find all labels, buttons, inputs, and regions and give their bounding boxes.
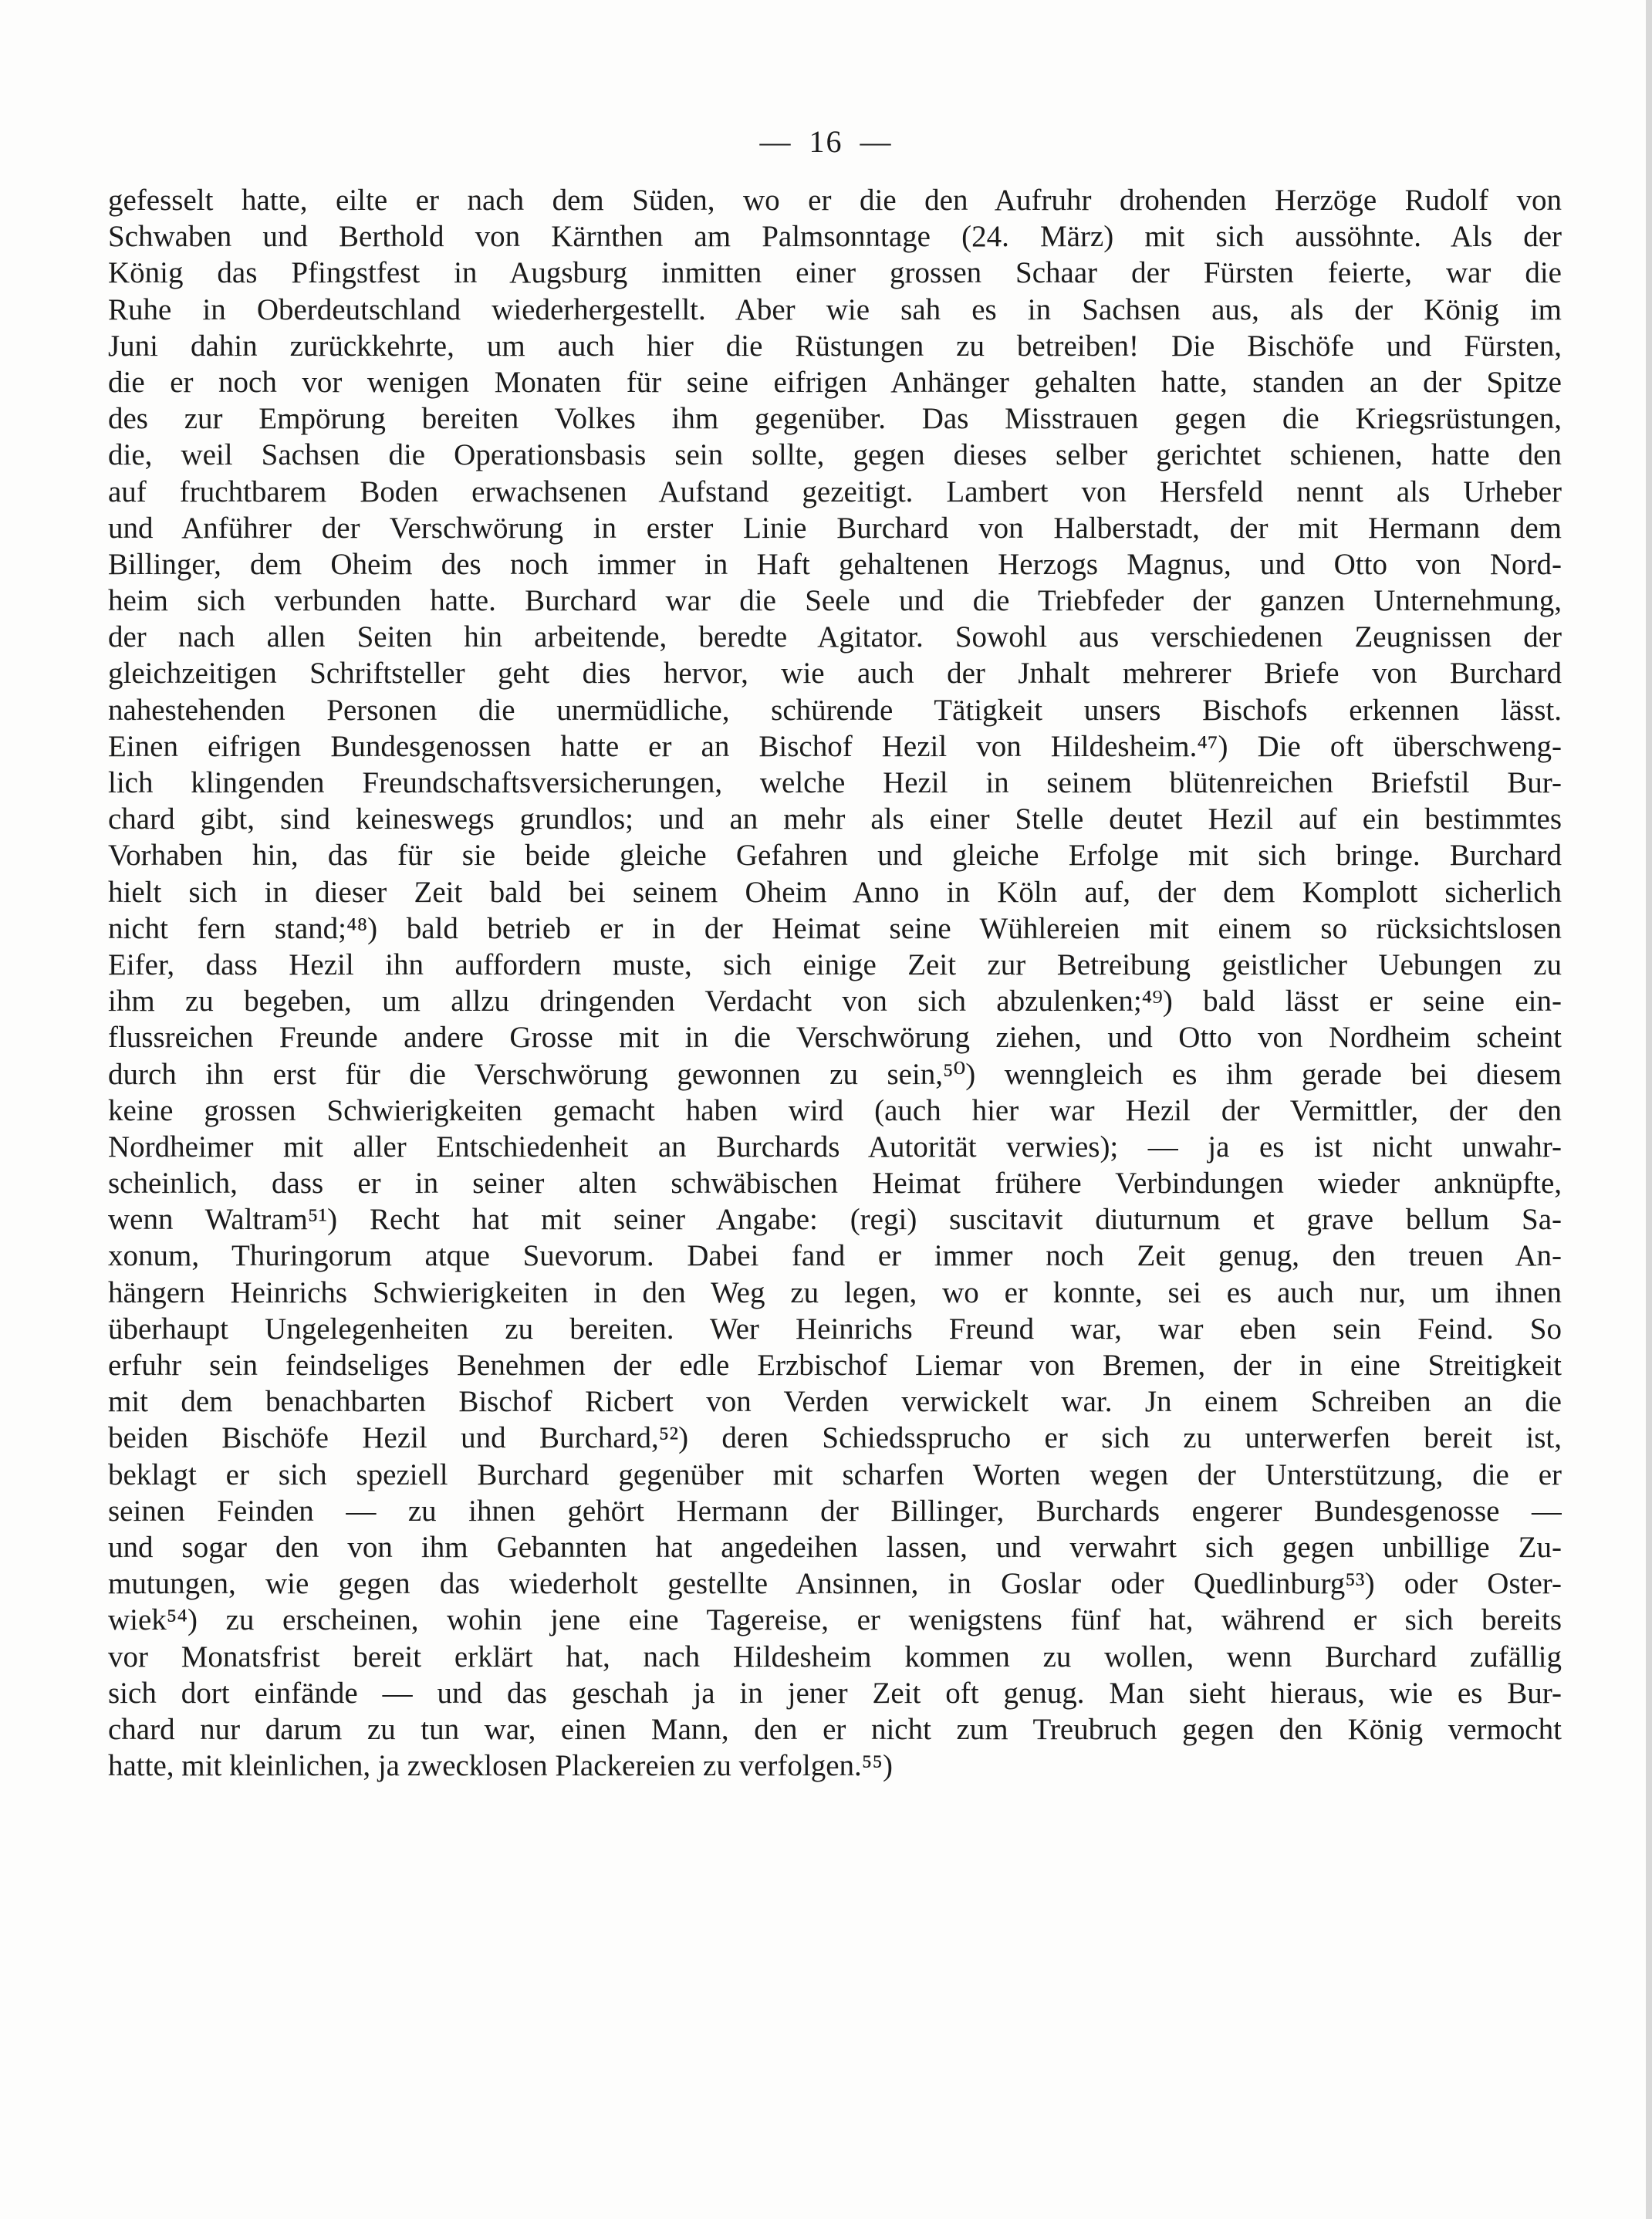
text-line: nahestehenden Personen die unermüdliche, schürende Tätigkeit unsers Bischofs erkennen lässt.: [108, 693, 1562, 727]
page-number: [0, 123, 1652, 160]
text-line: hängern Heinrichs Schwierigkeiten in den Weg zu legen, wo er konnte, sei es auch nur, um ihnen: [108, 1275, 1562, 1309]
text-line: Eifer, dass Hezil ihn auffordern muste, sich einige Zeit zur Betreibung geistlicher Uebungen zu: [108, 947, 1562, 981]
text-line: Schwaben und Berthold von Kärnthen am Palmsonntage (24. März) mit sich aussöhnte. Als der: [108, 220, 1562, 254]
page-number-dash-right: —: [860, 124, 893, 159]
text-line: chard nur darum zu tun war, einen Mann, den er nicht zum Treubruch gegen den König vermocht: [108, 1712, 1562, 1746]
text-line: Juni dahin zurückkehrte, um auch hier die Rüstungen zu betreiben! Die Bischöfe und Fürsten,: [108, 329, 1562, 363]
text-line: wiek⁵⁴) zu erscheinen, wohin jene eine Tagereise, er wenigstens fünf hat, während er sich bereits: [108, 1603, 1562, 1637]
text-line: und Anführer der Verschwörung in erster Linie Burchard von Halberstadt, der mit Hermann dem: [108, 511, 1562, 545]
text-line: sich dort einfände — und das geschah ja in jener Zeit oft genug. Man sieht hieraus, wie es Bur-: [108, 1676, 1562, 1710]
text-line: mit dem benachbarten Bischof Ricbert von Verden verwickelt war. Jn einem Schreiben an die: [108, 1385, 1562, 1419]
text-line: wenn Waltram⁵¹) Recht hat mit seiner Angabe: (regi) suscitavit diuturnum et grave bellum Sa-: [108, 1203, 1562, 1237]
text-line: xonum, Thuringorum atque Suevorum. Dabei fand er immer noch Zeit genug, den treuen An-: [108, 1239, 1562, 1273]
text-line: überhaupt Ungelegenheiten zu bereiten. Wer Heinrichs Freund war, war eben sein Feind. So: [108, 1312, 1562, 1346]
text-line: auf fruchtbarem Boden erwachsenen Aufstand gezeitigt. Lambert von Hersfeld nennt als Urheber: [108, 475, 1562, 508]
text-line: die, weil Sachsen die Operationsbasis sein sollte, gegen dieses selber gerichtet schienen, hatte den: [108, 438, 1562, 472]
text-line: die er noch vor wenigen Monaten für seine eifrigen Anhänger gehalten hatte, standen an der Spitze: [108, 365, 1562, 399]
text-line: der nach allen Seiten hin arbeitende, beredte Agitator. Sowohl aus verschiedenen Zeugnissen der: [108, 620, 1562, 654]
text-line: Billinger, dem Oheim des noch immer in Haft gehaltenen Herzogs Magnus, und Otto von Nord-: [108, 547, 1562, 581]
page-number-dash-left: —: [759, 124, 792, 159]
text-line: gefesselt hatte, eilte er nach dem Süden, wo er die den Aufruhr drohenden Herzöge Rudolf von: [108, 184, 1562, 217]
text-line: heim sich verbunden hatte. Burchard war die Seele und die Triebfeder der ganzen Unternehmung,: [108, 584, 1562, 618]
text-line: durch ihn erst für die Verschwörung gewonnen zu sein,⁵⁰) wenngleich es ihm gerade bei diesem: [108, 1057, 1562, 1091]
text-line: mutungen, wie gegen das wiederholt gestellte Ansinnen, in Goslar oder Quedlinburg⁵³) oder Oster-: [108, 1567, 1562, 1601]
text-line-last: hatte, mit kleinlichen, ja zwecklosen Plackereien zu verfolgen.⁵⁵): [108, 1749, 893, 1783]
text-line: Ruhe in Oberdeutschland wiederhergestellt. Aber wie sah es in Sachsen aus, als der König im: [108, 292, 1562, 326]
text-line: flussreichen Freunde andere Grosse mit in die Verschwörung ziehen, und Otto von Nordheim scheint: [108, 1021, 1562, 1055]
text-line: vor Monatsfrist bereit erklärt hat, nach Hildesheim kommen zu wollen, wenn Burchard zufällig: [108, 1640, 1562, 1674]
text-line: ihm zu begeben, um allzu dringenden Verdacht von sich abzulenken;⁴⁹) bald lässt er seine ein-: [108, 985, 1562, 1018]
text-line: erfuhr sein feindseliges Benehmen der edle Erzbischof Liemar von Bremen, der in eine Streitigkeit: [108, 1349, 1562, 1382]
text-line: chard gibt, sind keineswegs grundlos; und an mehr als einer Stelle deutet Hezil auf ein bestimmtes: [108, 802, 1562, 836]
text-line: beklagt er sich speziell Burchard gegenüber mit scharfen Worten wegen der Unterstützung, die er: [108, 1457, 1562, 1491]
text-line: Vorhaben hin, das für sie beide gleiche Gefahren und gleiche Erfolge mit sich bringe. Burchard: [108, 839, 1562, 873]
text-line: gleichzeitigen Schriftsteller geht dies hervor, wie auch der Jnhalt mehrerer Briefe von Burchard: [108, 657, 1562, 691]
text-line: seinen Feinden — zu ihnen gehört Hermann der Billinger, Burchards engerer Bundesgenosse —: [108, 1494, 1562, 1528]
text-line: lich klingenden Freundschaftsversicherungen, welche Hezil in seinem blütenreichen Briefstil Bur-: [108, 766, 1562, 799]
text-line: Nordheimer mit aller Entschiedenheit an Burchards Autorität verwies); — ja es ist nicht unwahr-: [108, 1130, 1562, 1164]
text-line: König das Pfingstfest in Augsburg inmitten einer grossen Schaar der Fürsten feierte, war die: [108, 256, 1562, 290]
text-line: keine grossen Schwierigkeiten gemacht haben wird (auch hier war Hezil der Vermittler, der den: [108, 1093, 1562, 1127]
text-line: und sogar den von ihm Gebannten hat angedeihen lassen, und verwahrt sich gegen unbillige Zu-: [108, 1530, 1562, 1564]
text-line: Einen eifrigen Bundesgenossen hatte er an Bischof Hezil von Hildesheim.⁴⁷) Die oft überschweng-: [108, 729, 1562, 763]
scan-edge: [1646, 0, 1652, 2219]
text-line: nicht fern stand;⁴⁸) bald betrieb er in der Heimat seine Wühlereien mit einem so rücksichtslosen: [108, 911, 1562, 945]
body-text: [108, 182, 1562, 1784]
text-line: hielt sich in dieser Zeit bald bei seinem Oheim Anno in Köln auf, der dem Komplott sicherlich: [108, 875, 1562, 909]
page-number-value: 16: [809, 124, 843, 159]
text-line: beiden Bischöfe Hezil und Burchard,⁵²) deren Schiedssprucho er sich zu unterwerfen bereit ist,: [108, 1421, 1562, 1455]
text-line: scheinlich, dass er in seiner alten schwäbischen Heimat frühere Verbindungen wieder anknüpfte,: [108, 1167, 1562, 1201]
text-line: des zur Empörung bereiten Volkes ihm gegenüber. Das Misstrauen gegen die Kriegsrüstungen,: [108, 402, 1562, 436]
